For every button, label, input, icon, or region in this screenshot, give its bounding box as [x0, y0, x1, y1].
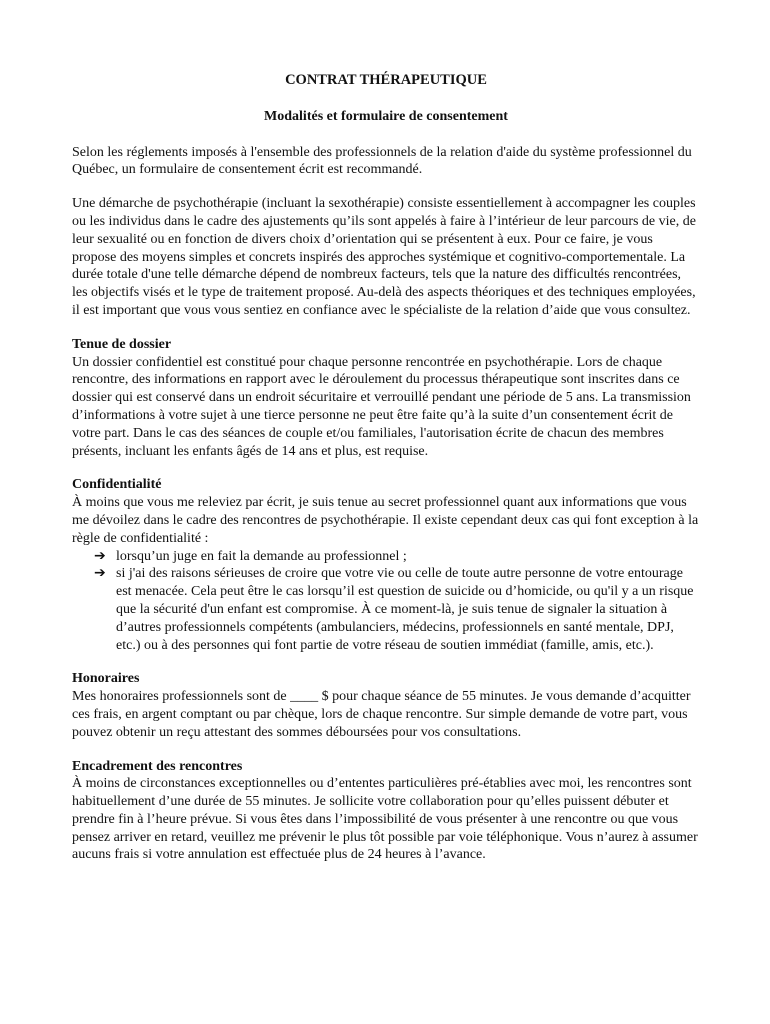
- section-encadrement: [72, 758, 700, 865]
- section-body: Un dossier confidentiel est constitué pour chaque personne rencontrée en psychothérapie. Lors de chaque rencontre, des informations en rapport avec le déroulement du processus thérapeutique sont inscrites dans ce dossier qui est conservé dans un endroit sécuritaire et verrouillé pendant une période de 5 ans. La transmission d’informations à votre sujet à une tierce personne ne peut être faite qu’à la suite d’un consentement écrit de votre part. Dans le cas des séances de couple et/ou familiales, l'autorisation écrite de chacun des membres présents, incluant les enfants âgés de 14 ans et plus, est requise.: [72, 354, 691, 459]
- document-subtitle: Modalités et formulaire de consentement: [264, 108, 508, 124]
- list-item-text: si j'ai des raisons sérieuses de croire que votre vie ou celle de toute autre personne de votre entourage est menacée. Cela peut être le cas lorsqu’il est question de suicide ou d’homicide, ou qu'il y a un risque que la sécurité d'un enfant est compromise. À ce moment-là, je suis tenue de signaler la situation à d’autres professionnels compétents (ambulanciers, médecins, professionnels en santé mentale, DPJ, etc.) ou à des personnes qui font partie de votre réseau de soutien immédiat (famille, amis, etc.).: [116, 566, 694, 653]
- list-item: [94, 547, 700, 566]
- section-heading: Confidentialité: [72, 477, 162, 493]
- section-heading: Honoraires: [72, 671, 140, 687]
- list-item: [94, 565, 700, 654]
- section-body: Mes honoraires professionnels sont de ____ $ pour chaque séance de 55 minutes. Je vous demande d’acquitter ces frais, en argent comptant ou par chèque, lors de chaque rencontre. Sur simple demande de votre part, vous pouvez obtenir un reçu attestant des sommes déboursées pour vos consultations.: [72, 689, 691, 740]
- arrow-right-icon: ➔: [94, 547, 106, 564]
- document-title: CONTRAT THÉRAPEUTIQUE: [285, 72, 487, 88]
- intro-paragraph: Selon les réglements imposés à l'ensemble des professionnels de la relation d'aide du système professionnel du Québec, un formulaire de consentement écrit est recommandé.: [72, 144, 692, 178]
- section-tenue-de-dossier: [72, 336, 700, 461]
- arrow-right-icon: ➔: [94, 565, 106, 582]
- section-heading: Encadrement des rencontres: [72, 758, 243, 774]
- intro-paragraph: Une démarche de psychothérapie (incluant la sexothérapie) consiste essentiellement à accompagner les couples ou les individus dans le cadre des ajustements qu’ils sont appelés à faire à l’intérieur de leur parcours de vie, de leur sexualité ou en fonction de divers choix d’orientation qui se présentent à eux. Pour ce faire, je vous propose des moyens simples et concrets inspirés des approches systémique et cognitivo-comportementale. La durée totale d'une telle démarche dépend de nombreux facteurs, tels que la nature des difficultés rencontrées, les objectifs visés et le type de traitement proposé. Au-delà des aspects théoriques et des techniques employées, il est important que vous vous sentiez en confiance avec le spécialiste de la relation d’aide que vous consultez.: [72, 196, 696, 318]
- exception-list: [72, 548, 700, 655]
- section-honoraires: [72, 670, 700, 741]
- document-page: [72, 72, 700, 880]
- list-item-text: lorsqu’un juge en fait la demande au professionnel ;: [116, 548, 407, 564]
- section-heading: Tenue de dossier: [72, 336, 172, 352]
- section-body: À moins de circonstances exceptionnelles ou d’ententes particulières pré-établies avec moi, les rencontres sont habituellement d’une durée de 55 minutes. Je sollicite votre collaboration pour qu’elles puissent débuter et prendre fin à l’heure prévue. Si vous êtes dans l’impossibilité de vous présenter à une rencontre ou que vous pensez arriver en retard, veuillez me prévenir le plus tôt possible par voie téléphonique. Vous n’aurez à assumer aucuns frais si votre annulation est effectuée plus de 24 heures à l’avance.: [72, 776, 698, 863]
- section-body: À moins que vous me releviez par écrit, je suis tenue au secret professionnel quant aux informations que vous me dévoilez dans le cadre des rencontres de psychothérapie. Il existe cependant deux cas qui font exception à la règle de confidentialité :: [72, 495, 699, 546]
- section-confidentialite: [72, 476, 700, 654]
